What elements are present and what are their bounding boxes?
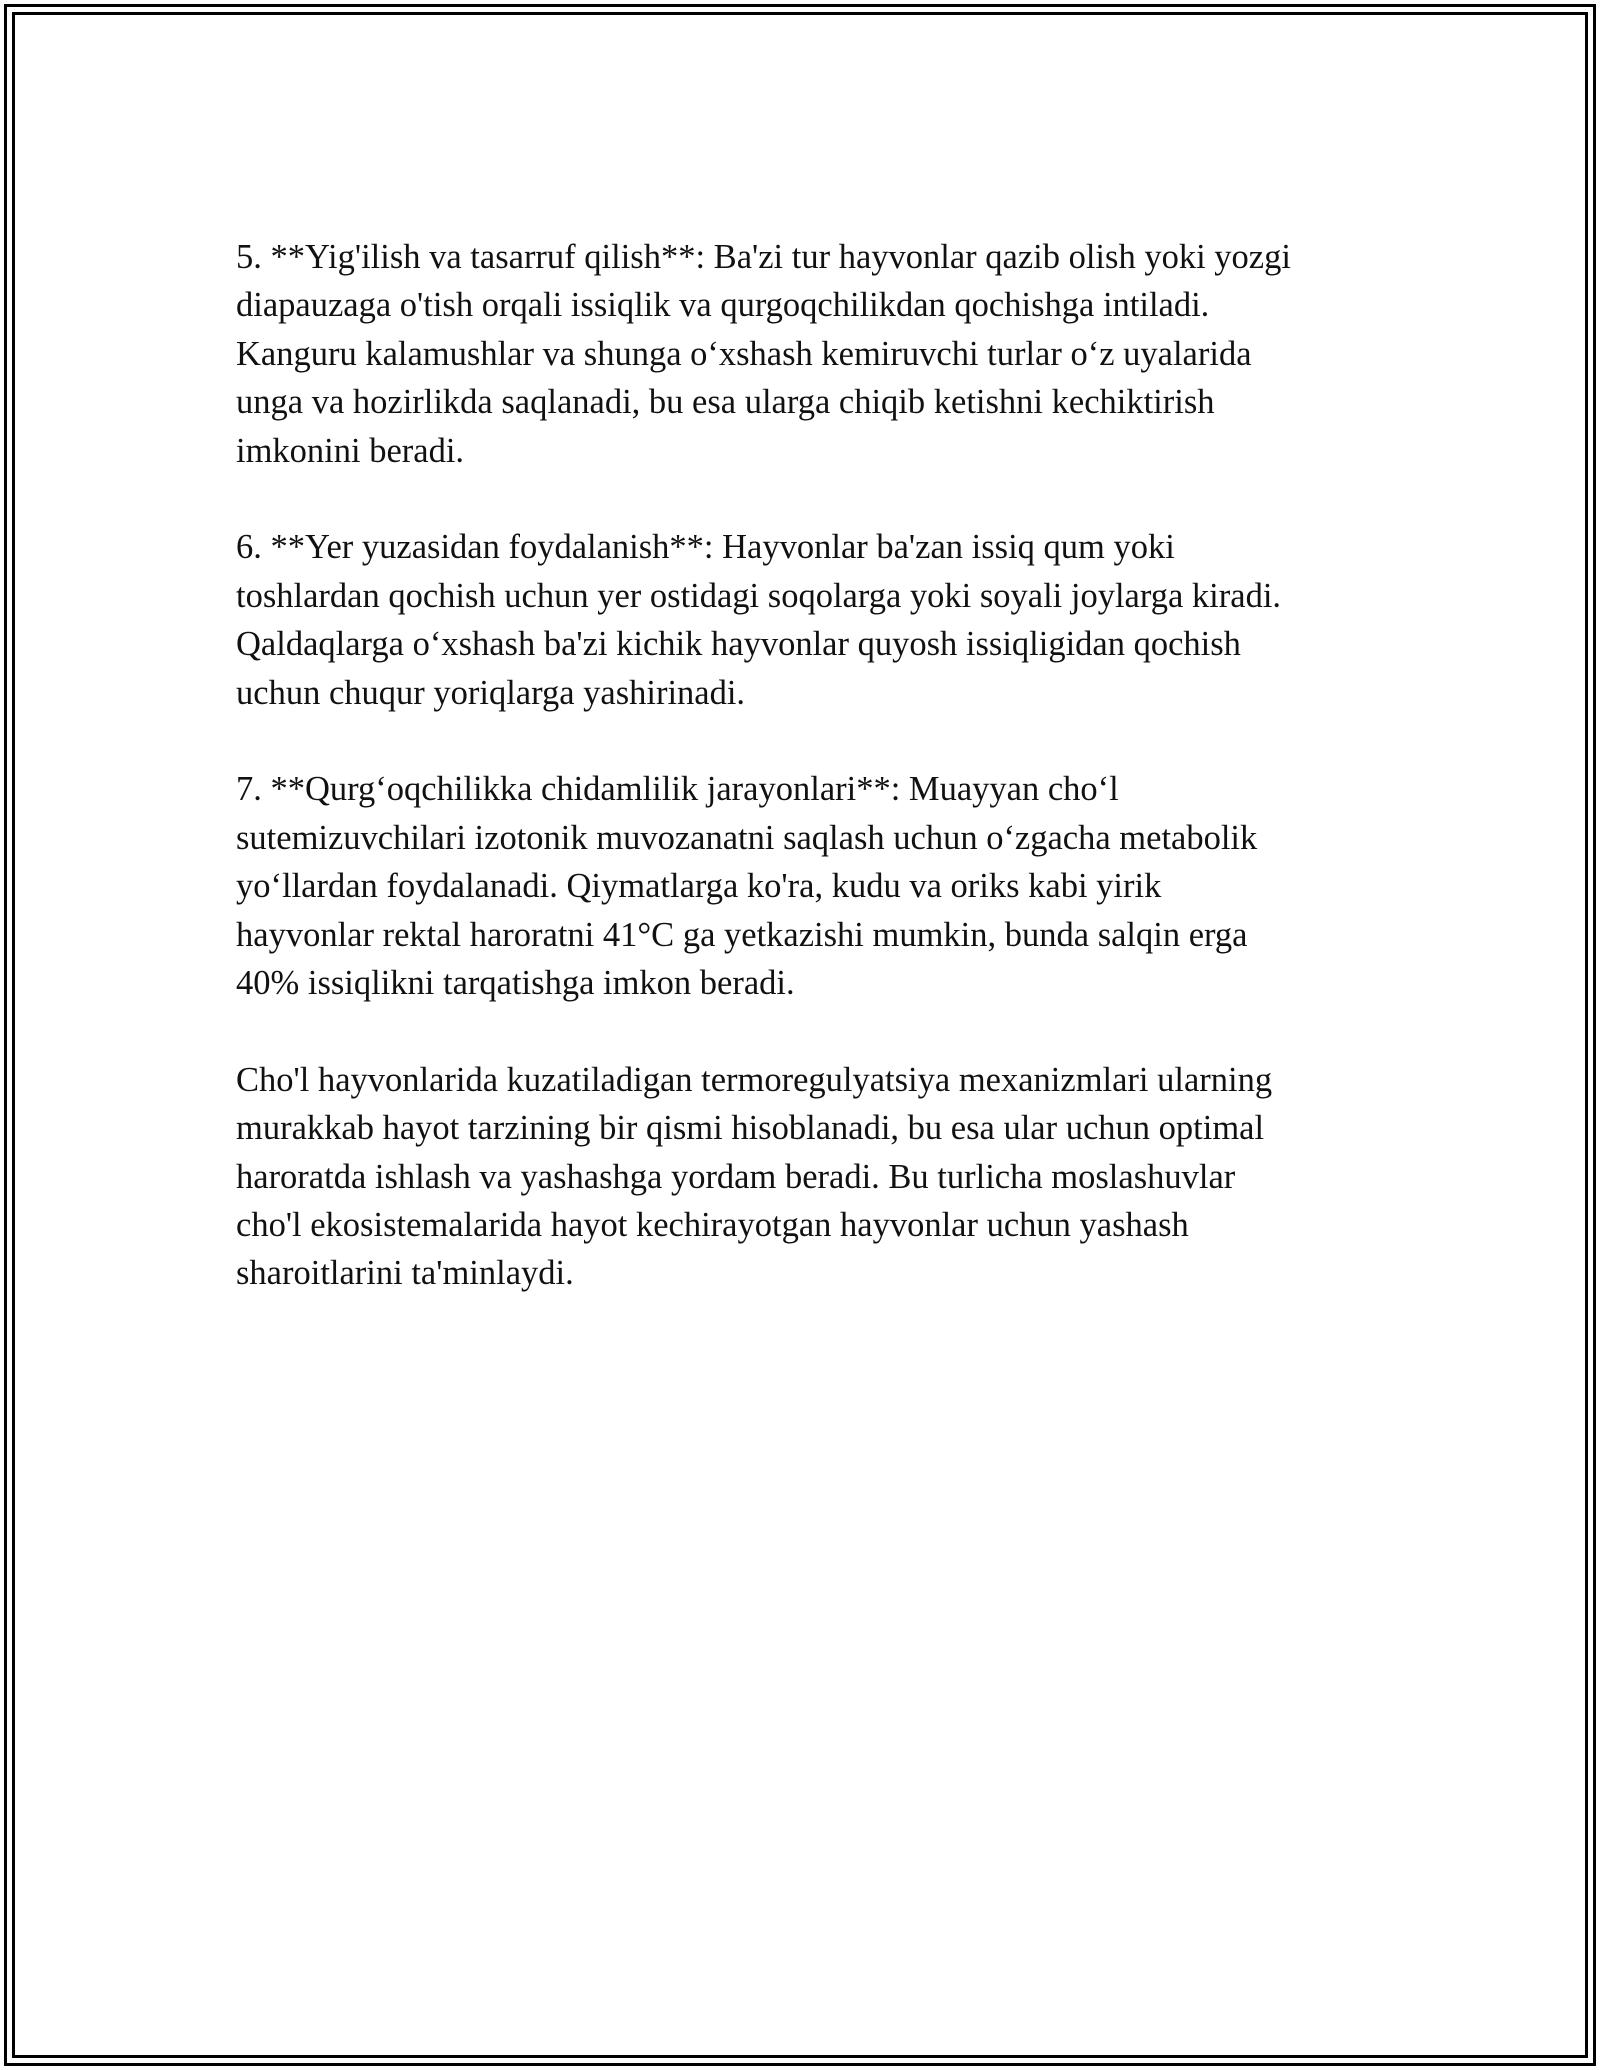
text-line: diapauzaga o'tish orqali issiqlik va qurgoqchilikdan qochishga intiladi.: [236, 286, 1210, 325]
text-line: 5. **Yig'ilish va tasarruf qilish**: Ba'zi tur hayvonlar qazib olish yoki yozgi: [236, 238, 1291, 276]
text-line: uchun chuqur yoriqlarga yashirinadi.: [236, 673, 746, 712]
text-line: Qaldaqlarga o‘xshash ba'zi kichik hayvonlar quyosh issiqligidan qochish: [236, 625, 1241, 664]
text-line: haroratda ishlash va yashashga yordam beradi. Bu turlicha moslashuvlar: [236, 1157, 1236, 1196]
text-line: Kanguru kalamushlar va shunga o‘xshash kemiruvchi turlar o‘z uyalarida: [236, 334, 1252, 373]
document-body: [236, 233, 1386, 1346]
text-line: 40% issiqlikni tarqatishga imkon beradi.: [236, 964, 795, 1003]
paragraph-conclusion: [236, 1056, 1386, 1298]
text-line: imkonini beradi.: [236, 431, 465, 470]
text-line: cho'l ekosistemalarida hayot kechirayotgan hayvonlar uchun yashash: [236, 1206, 1189, 1245]
text-line: yo‘llardan foydalanadi. Qiymatlarga ko'ra, kudu va oriks kabi yirik: [236, 867, 1162, 906]
text-line: hayvonlar rektal haroratni 41°C ga yetkazishi mumkin, bunda salqin erga: [236, 915, 1248, 954]
paragraph-item-7: [236, 765, 1386, 1007]
text-line: 6. **Yer yuzasidan foydalanish**: Hayvonlar ba'zan issiq qum yoki: [236, 528, 1175, 567]
text-line: unga va hozirlikda saqlanadi, bu esa ularga chiqib ketishni kechiktirish: [236, 383, 1215, 422]
paragraph-item-5: [236, 233, 1386, 475]
text-line: sutemizuvchilari izotonik muvozanatni saqlash uchun o‘zgacha metabolik: [236, 818, 1258, 857]
text-line: sharoitlarini ta'minlaydi.: [236, 1254, 574, 1293]
text-line: murakkab hayot tarzining bir qismi hisoblanadi, bu esa ular uchun optimal: [236, 1109, 1265, 1148]
paragraph-item-6: [236, 523, 1386, 717]
text-line: toshlardan qochish uchun yer ostidagi soqolarga yoki soyali joylarga kiradi.: [236, 576, 1282, 615]
text-line: 7. **Qurg‘oqchilikka chidamlilik jarayonlari**: Muayyan cho‘l: [236, 770, 1119, 809]
text-line: Cho'l hayvonlarida kuzatiladigan termoregulyatsiya mexanizmlari ularning: [236, 1060, 1273, 1099]
